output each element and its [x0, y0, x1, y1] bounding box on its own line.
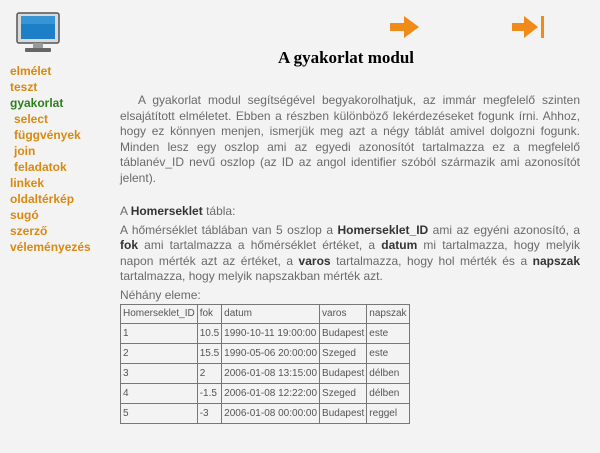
table-row	[121, 404, 410, 424]
sidebar-nav	[10, 63, 110, 255]
desc-column-name: datum	[381, 238, 418, 252]
table-cell: este	[367, 344, 409, 364]
intro-paragraph: A gyakorlat modul segítségével begyakorolhatjuk, az immár megfelelő szinten elsajátított elméletet. Ebben a részben különböző lekérdezéseket fogunk írni. Ahhoz, hogy ez könnyen menjen, ismerjük meg azt a négy táblát amivel dolgozni fogunk. Minden lesz egy oszlop ami az egyedi azonosítót tartalmazza ez a megfelelő táblanév_ID nevű oszlop (az ID az angol identifier szóból származik ami azonosítót jelent).	[120, 93, 580, 185]
table-body	[121, 324, 410, 424]
nav-link[interactable]: linkek	[10, 176, 45, 190]
table-cell: 1990-05-06 20:00:00	[222, 344, 320, 364]
table-cell: reggel	[367, 404, 409, 424]
arrow-right-icon[interactable]	[390, 16, 420, 38]
nav-link[interactable]: elmélet	[10, 64, 52, 78]
arrow-last-icon[interactable]	[512, 16, 548, 38]
table-cell: 1990-10-11 19:00:00	[222, 324, 320, 344]
table-cell: Szeged	[320, 344, 367, 364]
table-row	[121, 384, 410, 404]
nav-link[interactable]: oldaltérkép	[10, 192, 75, 206]
table-cell: Budapest	[320, 324, 367, 344]
desc-column-name: napszak	[532, 253, 580, 268]
nav-link[interactable]: szerző	[10, 224, 48, 238]
table-header-cell: napszak	[367, 305, 409, 324]
page-title: A gyakorlat modul	[278, 48, 415, 67]
table-cell: délben	[367, 364, 409, 384]
desc-column-name: varos	[298, 253, 331, 268]
table-header-cell: datum	[222, 305, 320, 324]
desc-column-name: Homerseklet_ID	[337, 222, 429, 237]
main-content	[120, 93, 580, 424]
table-cell: Szeged	[320, 384, 367, 404]
nav-link[interactable]: teszt	[10, 80, 38, 94]
table-cell: 4	[121, 384, 198, 404]
table-row	[121, 344, 410, 364]
nav-link[interactable]: select	[14, 112, 49, 126]
example-label: Néhány eleme:	[120, 287, 201, 302]
table-cell: 2	[121, 344, 198, 364]
nav-link[interactable]: join	[14, 144, 36, 158]
desc-text: A hőmérséklet táblában van 5 oszlop a	[120, 222, 338, 237]
section-suffix: tábla:	[202, 204, 236, 218]
section-prefix: A	[120, 204, 131, 218]
table-cell: Budapest	[320, 364, 367, 384]
table-cell: este	[367, 324, 409, 344]
table-name: Homerseklet	[130, 204, 203, 218]
desc-text: ami tartalmazza a hőmérséklet értéket, a	[138, 238, 382, 252]
monitor-icon	[15, 12, 61, 54]
table-cell: 5	[121, 404, 198, 424]
nav-link[interactable]: függvények	[14, 128, 81, 142]
table-row	[121, 364, 410, 384]
nav-link[interactable]: feladatok	[14, 160, 67, 174]
table-cell: 10.5	[197, 324, 221, 344]
table-cell: délben	[367, 384, 409, 404]
table-cell: 2006-01-08 12:22:00	[222, 384, 320, 404]
table-cell: Budapest	[320, 404, 367, 424]
table-cell: 3	[121, 364, 198, 384]
homerseklet-table	[120, 304, 410, 424]
table-cell: -1.5	[197, 384, 221, 404]
table-cell: -3	[197, 404, 221, 424]
desc-text: tartalmazza, hogy hol mérték és a	[330, 253, 533, 268]
desc-text: ami az egyéni azonosító, a	[428, 222, 581, 237]
table-header-row	[121, 305, 410, 324]
table-cell: 1	[121, 324, 198, 344]
nav-link[interactable]: véleményezés	[10, 240, 91, 254]
table-cell: 15.5	[197, 344, 221, 364]
section-heading	[120, 204, 580, 220]
table-cell: 2006-01-08 13:15:00	[222, 364, 320, 384]
nav-link[interactable]: sugó	[10, 208, 39, 222]
table-cell: 2	[197, 364, 221, 384]
table-cell: 2006-01-08 00:00:00	[222, 404, 320, 424]
table-header-cell: Homerseklet_ID	[121, 305, 198, 324]
nav-link[interactable]: gyakorlat	[10, 96, 64, 110]
desc-text: mi tartalmazza, hogy melyik napon mérték azt az értéket, a	[120, 238, 580, 268]
table-row	[121, 324, 410, 344]
table-description	[120, 223, 580, 285]
desc-text: tartalmazza, hogy melyik napszakban mérték azt.	[120, 269, 383, 283]
table-header-cell: varos	[320, 305, 367, 324]
desc-column-name: fok	[120, 238, 138, 252]
table-header-cell: fok	[197, 305, 221, 324]
